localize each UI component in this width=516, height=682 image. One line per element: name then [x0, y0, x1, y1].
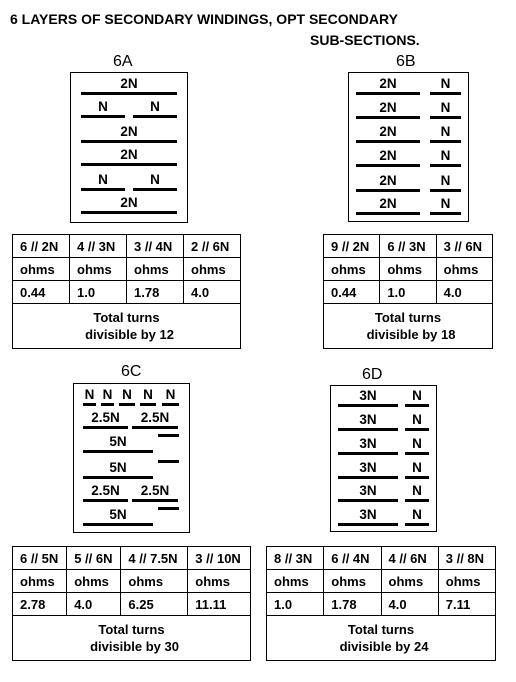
winding-turns-label: 5N	[109, 434, 127, 449]
winding-layer	[356, 76, 420, 95]
winding-bar	[158, 507, 179, 510]
impedance-table-6d	[266, 546, 496, 661]
winding-bar	[81, 163, 177, 166]
winding-layer	[430, 173, 461, 192]
winding-bar	[81, 92, 177, 95]
winding-layer	[81, 172, 125, 191]
table-row	[267, 593, 496, 616]
winding-bar	[83, 426, 128, 429]
table-row	[267, 616, 496, 661]
table-unit-cell: ohms	[121, 570, 188, 593]
table-header-cell: 4 // 3N	[70, 235, 127, 258]
winding-bar	[405, 499, 429, 502]
winding-layer	[356, 196, 420, 215]
total-turns-line-1: Total turns	[347, 622, 415, 637]
winding-turns-label: N	[412, 412, 422, 427]
winding-layer	[405, 507, 429, 526]
table-row	[324, 235, 493, 258]
section-label-6c: 6C	[121, 363, 142, 380]
table-unit-cell: ohms	[67, 570, 121, 593]
winding-turns-label: 2N	[120, 124, 138, 139]
winding-layer	[430, 196, 461, 215]
winding-diagram-6a	[70, 72, 188, 223]
table-value-cell: 1.78	[324, 593, 381, 616]
winding-turns-label: 2N	[379, 196, 397, 211]
winding-layer	[430, 76, 461, 95]
total-turns-line-2: divisible by 24	[339, 639, 429, 654]
winding-bar	[338, 499, 398, 502]
total-turns-line-2: divisible by 30	[90, 639, 179, 654]
table-value-cell: 4.0	[67, 593, 121, 616]
table-header-cell: 5 // 6N	[67, 547, 121, 570]
winding-layer	[405, 483, 429, 502]
table-header-cell: 3 // 8N	[438, 547, 495, 570]
table-header-cell: 6 // 2N	[13, 235, 70, 258]
impedance-table-6a	[12, 234, 241, 349]
winding-bar	[81, 211, 177, 214]
winding-bar	[83, 523, 153, 526]
table-value-cell: 0.44	[13, 281, 70, 304]
winding-bar	[158, 460, 179, 463]
winding-turns-label: 3N	[359, 460, 377, 475]
table-header-cell: 3 // 4N	[127, 235, 184, 258]
winding-turns-label: N	[98, 172, 108, 187]
total-turns-line-1: Total turns	[93, 310, 160, 325]
winding-layer	[405, 412, 429, 431]
winding-turns-label: 2N	[120, 195, 138, 210]
table-row	[267, 547, 496, 570]
table-row	[13, 281, 241, 304]
winding-bar	[140, 403, 156, 406]
table-header-cell: 4 // 6N	[381, 547, 438, 570]
winding-layer	[430, 148, 461, 167]
table-row	[13, 304, 241, 349]
total-turns-note	[13, 616, 251, 661]
winding-layer	[158, 460, 179, 463]
winding-turns-label: N	[412, 483, 422, 498]
winding-turns-label: 2.5N	[91, 410, 120, 425]
table-row	[13, 593, 251, 616]
table-unit-cell: ohms	[381, 570, 438, 593]
winding-layer	[338, 388, 398, 407]
winding-turns-label: 3N	[359, 388, 377, 403]
table-row	[324, 281, 493, 304]
winding-bar	[356, 164, 420, 167]
winding-turns-label: N	[440, 148, 451, 163]
table-unit-cell: ohms	[324, 570, 381, 593]
winding-bar	[405, 428, 429, 431]
winding-bar	[356, 140, 420, 143]
winding-bar	[430, 212, 461, 215]
table-header-cell: 3 // 10N	[188, 547, 251, 570]
table-unit-cell: ohms	[436, 258, 492, 281]
winding-layer	[338, 507, 398, 526]
winding-bar	[133, 188, 177, 191]
winding-bar	[83, 403, 96, 406]
winding-layer	[158, 434, 179, 437]
total-turns-line-2: divisible by 18	[366, 327, 456, 342]
winding-layer	[338, 412, 398, 431]
table-header-cell: 3 // 6N	[436, 235, 492, 258]
impedance-table-6c	[12, 546, 251, 661]
winding-bar	[430, 116, 461, 119]
winding-bar	[356, 92, 420, 95]
winding-turns-label: N	[412, 436, 422, 451]
winding-turns-label: 2N	[379, 76, 397, 91]
winding-bar	[405, 523, 429, 526]
winding-layer	[356, 148, 420, 167]
winding-layer	[132, 410, 178, 429]
winding-bar	[81, 115, 125, 118]
winding-layer	[119, 387, 135, 406]
winding-layer	[356, 100, 420, 119]
winding-turns-label: N	[440, 100, 451, 115]
winding-layer	[338, 436, 398, 455]
winding-bar	[430, 189, 461, 192]
winding-turns-label: N	[98, 99, 108, 114]
winding-turns-label: 2.5N	[140, 410, 170, 425]
winding-layer	[158, 507, 179, 510]
winding-turns-label: 2N	[379, 173, 397, 188]
table-value-cell: 4.0	[184, 281, 241, 304]
winding-turns-label: 3N	[359, 436, 377, 451]
table-unit-cell: ohms	[13, 258, 70, 281]
winding-bar	[119, 403, 135, 406]
winding-bar	[81, 140, 177, 143]
winding-bar	[101, 403, 114, 406]
winding-turns-label: 3N	[359, 483, 377, 498]
winding-bar	[405, 452, 429, 455]
winding-layer	[338, 483, 398, 502]
winding-layer	[356, 124, 420, 143]
winding-bar	[356, 212, 420, 215]
winding-diagram-6b	[348, 72, 469, 222]
winding-turns-label: N	[440, 173, 451, 188]
winding-turns-label: 3N	[359, 412, 377, 427]
total-turns-note	[13, 304, 241, 349]
winding-layer	[356, 173, 420, 192]
table-row	[324, 258, 493, 281]
winding-layer	[83, 434, 153, 453]
table-header-cell: 9 // 2N	[324, 235, 380, 258]
winding-bar	[405, 476, 429, 479]
page-title-line-2: SUB-SECTIONS.	[310, 32, 420, 48]
winding-bar	[83, 476, 153, 479]
winding-bar	[132, 499, 178, 502]
table-row	[13, 547, 251, 570]
table-header-cell: 6 // 4N	[324, 547, 381, 570]
table-unit-cell: ohms	[188, 570, 251, 593]
winding-bar	[338, 476, 398, 479]
winding-diagram-6d	[330, 385, 437, 532]
total-turns-note	[324, 304, 493, 349]
winding-layer	[338, 460, 398, 479]
table-value-cell: 0.44	[324, 281, 380, 304]
winding-bar	[430, 164, 461, 167]
winding-bar	[338, 428, 398, 431]
table-value-cell: 6.25	[121, 593, 188, 616]
winding-bar	[338, 523, 398, 526]
winding-turns-label: 2.5N	[91, 483, 120, 498]
winding-layer	[83, 460, 153, 479]
table-value-cell: 1.0	[70, 281, 127, 304]
winding-turns-label: 2N	[379, 100, 397, 115]
winding-layer	[81, 147, 177, 166]
winding-turns-label: 2N	[120, 147, 138, 162]
table-value-cell: 4.0	[436, 281, 492, 304]
page-title-line-1: 6 LAYERS OF SECONDARY WINDINGS, OPT SECONDARY	[10, 11, 398, 27]
winding-layer	[140, 387, 156, 406]
winding-bar	[83, 450, 153, 453]
total-turns-line-1: Total turns	[98, 622, 165, 637]
winding-layer	[83, 483, 128, 502]
winding-layer	[133, 172, 177, 191]
table-unit-cell: ohms	[184, 258, 241, 281]
table-unit-cell: ohms	[380, 258, 436, 281]
winding-turns-label: N	[412, 388, 422, 403]
table-header-cell: 6 // 5N	[13, 547, 67, 570]
table-value-cell: 1.0	[267, 593, 324, 616]
table-unit-cell: ohms	[324, 258, 380, 281]
table-unit-cell: ohms	[70, 258, 127, 281]
table-unit-cell: ohms	[127, 258, 184, 281]
winding-layer	[430, 124, 461, 143]
winding-turns-label: N	[150, 99, 160, 114]
total-turns-note	[267, 616, 496, 661]
winding-turns-label: N	[150, 172, 160, 187]
total-turns-line-1: Total turns	[374, 310, 442, 325]
winding-bar	[158, 434, 179, 437]
winding-bar	[81, 188, 125, 191]
winding-turns-label: N	[440, 124, 451, 139]
impedance-table-6b	[323, 234, 493, 349]
winding-layer	[81, 99, 125, 118]
section-label-6d: 6D	[362, 366, 383, 383]
table-value-cell: 11.11	[188, 593, 251, 616]
winding-bar	[356, 116, 420, 119]
winding-layer	[430, 100, 461, 119]
table-row	[13, 570, 251, 593]
winding-layer	[133, 99, 177, 118]
table-value-cell: 1.78	[127, 281, 184, 304]
table-header-cell: 4 // 7.5N	[121, 547, 188, 570]
winding-layer	[405, 388, 429, 407]
winding-bar	[133, 115, 177, 118]
table-header-cell: 8 // 3N	[267, 547, 324, 570]
table-value-cell: 1.0	[380, 281, 436, 304]
winding-layer	[405, 460, 429, 479]
table-value-cell: 4.0	[381, 593, 438, 616]
winding-turns-label: N	[165, 387, 176, 402]
table-row	[13, 616, 251, 661]
winding-layer	[81, 76, 177, 95]
table-unit-cell: ohms	[438, 570, 495, 593]
winding-turns-label: 2N	[379, 124, 397, 139]
winding-turns-label: 2N	[379, 148, 397, 163]
winding-bar	[430, 140, 461, 143]
table-unit-cell: ohms	[13, 570, 67, 593]
table-row	[13, 235, 241, 258]
winding-turns-label: N	[84, 387, 95, 402]
winding-bar	[405, 404, 429, 407]
table-row	[324, 304, 493, 349]
section-label-6b: 6B	[396, 53, 416, 70]
winding-bar	[338, 404, 398, 407]
winding-turns-label: N	[102, 387, 113, 402]
table-unit-cell: ohms	[267, 570, 324, 593]
winding-turns-label: N	[412, 460, 422, 475]
table-row	[267, 570, 496, 593]
table-value-cell: 7.11	[438, 593, 495, 616]
winding-turns-label: 2N	[120, 76, 138, 91]
winding-layer	[81, 195, 177, 214]
winding-bar	[132, 426, 178, 429]
winding-turns-label: N	[440, 76, 451, 91]
winding-bar	[356, 189, 420, 192]
winding-layer	[83, 410, 128, 429]
winding-diagram-6c	[73, 383, 190, 533]
winding-layer	[83, 507, 153, 526]
total-turns-line-2: divisible by 12	[85, 327, 174, 342]
winding-turns-label: N	[440, 196, 451, 211]
table-row	[13, 258, 241, 281]
winding-bar	[430, 92, 461, 95]
winding-bar	[83, 499, 128, 502]
winding-layer	[101, 387, 114, 406]
winding-turns-label: 5N	[109, 460, 127, 475]
winding-layer	[162, 387, 179, 406]
winding-bar	[162, 403, 179, 406]
winding-layer	[132, 483, 178, 502]
winding-bar	[338, 452, 398, 455]
table-header-cell: 2 // 6N	[184, 235, 241, 258]
section-label-6a: 6A	[113, 53, 133, 70]
winding-turns-label: 2.5N	[140, 483, 170, 498]
winding-turns-label: N	[143, 387, 153, 402]
winding-turns-label: N	[412, 507, 422, 522]
table-header-cell: 6 // 3N	[380, 235, 436, 258]
winding-layer	[81, 124, 177, 143]
winding-turns-label: 5N	[109, 507, 127, 522]
table-value-cell: 2.78	[13, 593, 67, 616]
winding-layer	[83, 387, 96, 406]
winding-turns-label: 3N	[359, 507, 377, 522]
winding-turns-label: N	[122, 387, 132, 402]
winding-layer	[405, 436, 429, 455]
